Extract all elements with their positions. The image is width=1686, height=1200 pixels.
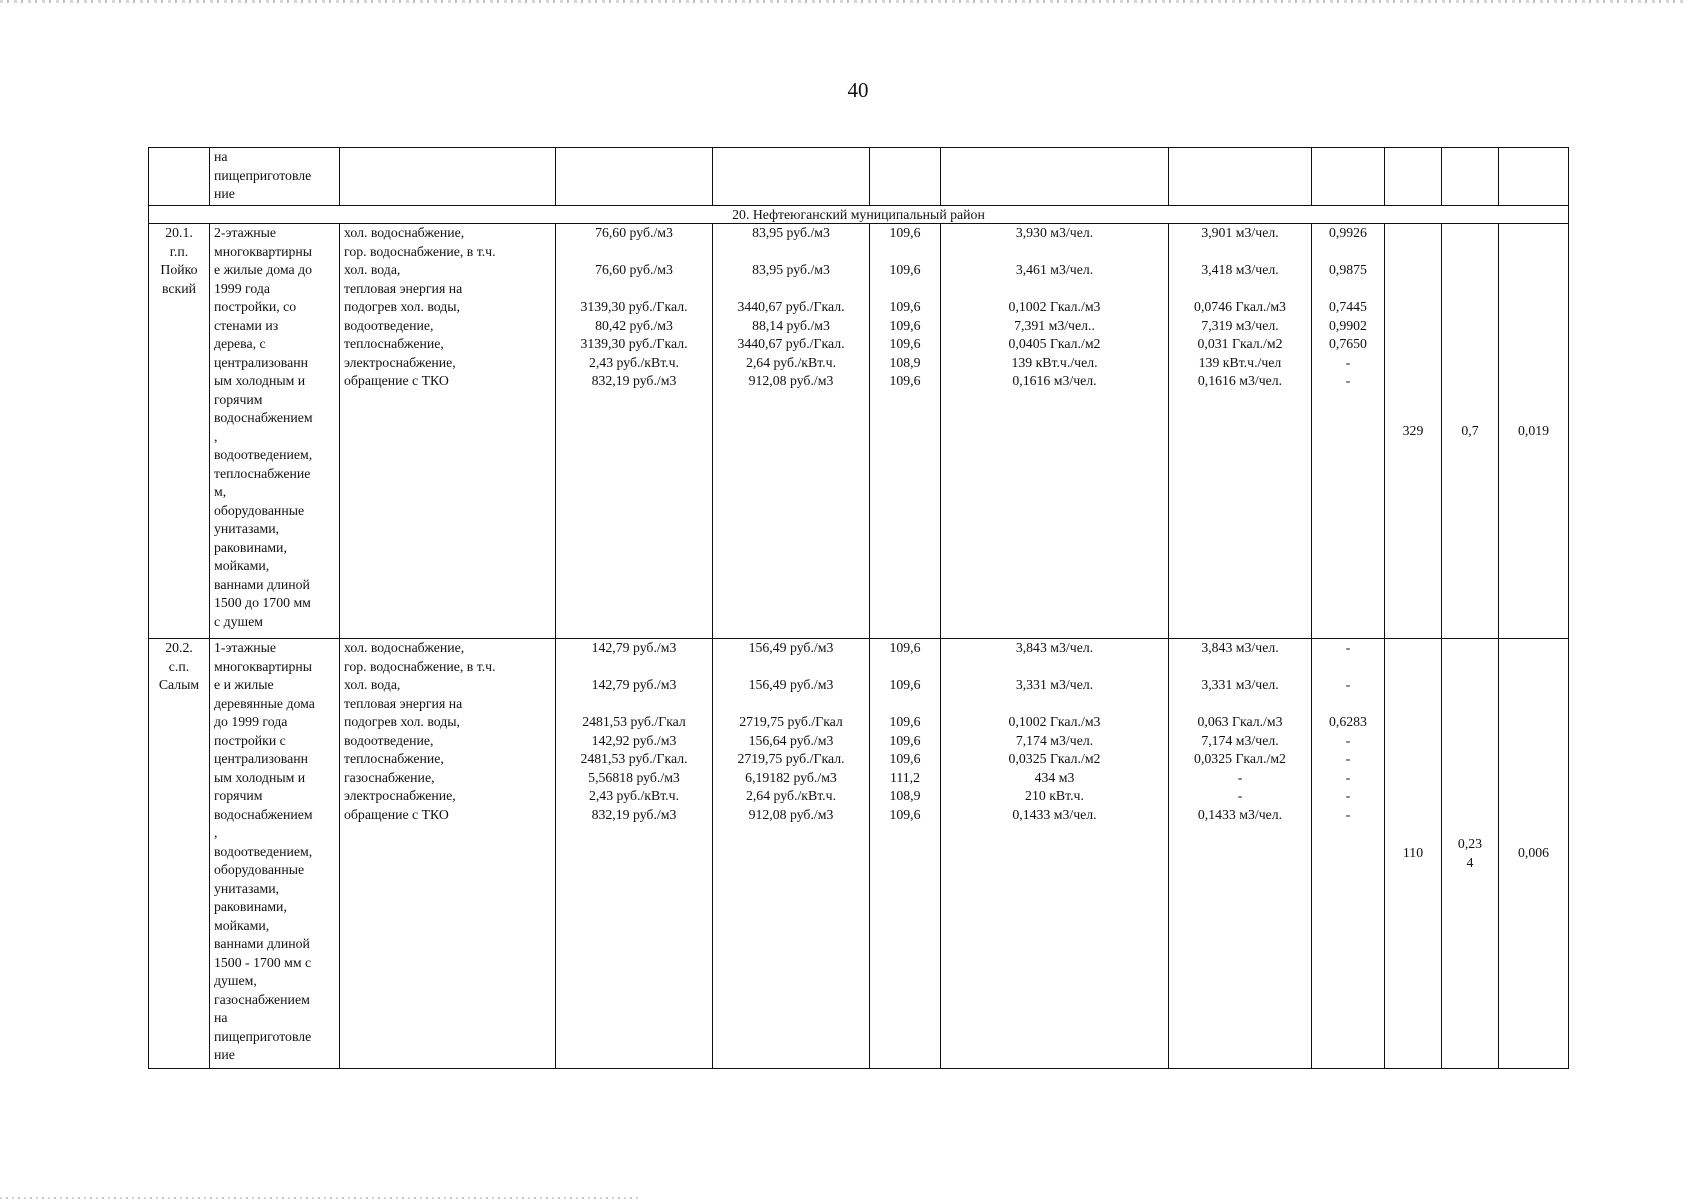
text-line: электроснабжение, [344, 788, 456, 803]
text-line: - [1345, 788, 1351, 803]
text-line: 111,2 [889, 769, 921, 785]
text-line: 3,461 м3/чел. [1015, 262, 1094, 277]
text-line [945, 695, 1164, 714]
text-line: 109,6 [889, 677, 921, 692]
text-line: 76,60 руб./м3 [595, 225, 673, 240]
text-line: пищеприготовле [214, 167, 312, 183]
text-line: 20.1. [165, 225, 193, 240]
text-line: 0,6283 [1329, 714, 1367, 729]
text-line: ым холодным и [214, 769, 306, 785]
tariff-2-cell [713, 639, 870, 1069]
text-line: 434 м3 [1034, 769, 1075, 785]
text-line: ым холодным и [214, 373, 306, 388]
text-line: , [214, 428, 218, 444]
text-line: 76,60 руб./м3 [595, 262, 673, 277]
text-line [874, 658, 936, 677]
text-line: 832,19 руб./м3 [591, 806, 677, 822]
text-line: 912,08 руб./м3 [748, 373, 834, 388]
section-title: 20. Нефтеюганский муниципальный район [149, 206, 1569, 224]
text-line: водоснабжением [214, 410, 313, 425]
text-line [717, 280, 865, 299]
text-line: 156,49 руб./м3 [748, 677, 834, 692]
text-line: 0,7650 [1329, 336, 1367, 351]
text-line [1316, 243, 1380, 262]
tariff-1-cell [556, 639, 713, 1069]
text-line: 80,42 руб./м3 [595, 317, 673, 333]
row-number [149, 224, 210, 639]
text-line: стенами из [214, 317, 279, 333]
text-line: - [1345, 751, 1351, 766]
text-line: 109,6 [889, 262, 921, 277]
text-line: 7,391 м3/чел.. [1014, 317, 1095, 333]
text-line: 3440,67 руб./Гкал. [737, 299, 845, 314]
text-line: 6,19182 руб./м3 [745, 769, 837, 785]
text-line: 832,19 руб./м3 [591, 373, 677, 388]
text-line: 108,9 [889, 354, 921, 370]
text-line [1173, 243, 1307, 262]
text-line: хол. водоснабжение, [344, 640, 465, 655]
continuation-row [149, 148, 1569, 206]
text-line: подогрев хол. воды, [344, 299, 460, 314]
norm-1-cell [941, 639, 1169, 1069]
text-line [874, 243, 936, 262]
text-line: раковинами, [214, 899, 287, 914]
text-line: 156,64 руб./м3 [748, 732, 834, 748]
table-row [149, 639, 1569, 1069]
text-line: до 1999 года [214, 714, 288, 729]
scan-edge-bottom [0, 1197, 640, 1199]
text-line: 0,1002 Гкал./м3 [1008, 714, 1101, 729]
text-line: многоквартирны [214, 658, 313, 674]
section-header-row [149, 206, 1569, 224]
text-line: 0,1002 Гкал./м3 [1008, 299, 1101, 314]
coefficient-cell [1312, 639, 1385, 1069]
value-cell-11: 0,7 [1442, 224, 1499, 639]
text-line: газоснабжением [214, 991, 310, 1007]
text-line: 3,901 м3/чел. [1201, 225, 1279, 240]
text-line: 109,6 [889, 373, 921, 388]
text-line: 0,0325 Гкал./м2 [1008, 751, 1101, 766]
text-line: - [1345, 677, 1351, 692]
text-line: водоснабжением [214, 806, 313, 822]
text-line: 5,56818 руб./м3 [588, 769, 680, 785]
text-line [1316, 695, 1380, 714]
text-line: постройки, со [214, 299, 297, 314]
text-line: 20.2. [165, 640, 193, 655]
text-line: хол. вода, [344, 262, 401, 277]
text-line: централизованн [214, 354, 308, 370]
text-line [1316, 280, 1380, 299]
text-line: теплоснабжение, [344, 751, 444, 766]
text-line: м, [214, 484, 227, 499]
text-line: Салым [158, 677, 200, 692]
text-line [560, 658, 708, 677]
text-line: 109,6 [889, 317, 921, 333]
text-line: 3,331 м3/чел. [1015, 677, 1094, 692]
text-line: 0,0746 Гкал./м3 [1194, 299, 1286, 314]
text-line: 142,92 руб./м3 [591, 732, 677, 748]
text-line: унитазами, [214, 880, 280, 896]
text-line: 2719,75 руб./Гкал [739, 714, 843, 729]
text-line: 1500 до 1700 мм [214, 595, 311, 610]
text-line [560, 695, 708, 714]
text-line: водоотведение, [344, 732, 434, 748]
text-line: пищеприготовле [214, 1028, 312, 1044]
text-line: ваннами длиной [214, 576, 310, 592]
text-line: е и жилые [214, 677, 274, 692]
text-line: 0,063 Гкал./м3 [1197, 714, 1283, 729]
value-cell-10: 110 [1385, 639, 1442, 1069]
text-line: 156,49 руб./м3 [748, 640, 834, 655]
text-line: водоотведение, [344, 317, 434, 333]
text-line: унитазами, [214, 521, 280, 536]
text-line: 83,95 руб./м3 [752, 262, 830, 277]
text-line: 88,14 руб./м3 [752, 317, 830, 333]
text-line: 0,9875 [1329, 262, 1367, 277]
text-line: тепловая энергия на [344, 695, 463, 711]
tariff-table [148, 147, 1569, 1069]
text-line: тепловая энергия на [344, 280, 463, 296]
text-line: 83,95 руб./м3 [752, 225, 830, 240]
text-line: теплоснабжение [214, 465, 311, 481]
text-line [1173, 695, 1307, 714]
text-line: хол. водоснабжение, [344, 225, 465, 240]
text-line: 0,1616 м3/чел. [1012, 373, 1097, 388]
text-line [717, 658, 865, 677]
value-cell-10: 329 [1385, 224, 1442, 639]
text-line: подогрев хол. воды, [344, 714, 460, 729]
text-line [1173, 658, 1307, 677]
text-line: 2,64 руб./кВт.ч. [745, 788, 837, 803]
text-line: 7,174 м3/чел. [1015, 732, 1094, 748]
text-line: 0,0405 Гкал./м2 [1008, 336, 1101, 351]
text-line: 109,6 [889, 225, 921, 240]
text-line [1316, 658, 1380, 677]
text-line [560, 243, 708, 262]
text-line: 108,9 [889, 788, 921, 803]
text-line: 7,174 м3/чел. [1201, 732, 1279, 748]
text-line: дерева, с [214, 336, 266, 351]
text-line: 3,418 м3/чел. [1201, 262, 1279, 277]
text-line: 139 кВт.ч./чел. [1011, 354, 1098, 370]
building-description [210, 224, 340, 639]
norm-1-cell [941, 224, 1169, 639]
text-line: 109,6 [889, 714, 921, 729]
text-line [560, 280, 708, 299]
text-line [945, 280, 1164, 299]
text-line: многоквартирны [214, 243, 313, 259]
text-line: обращение с ТКО [344, 373, 449, 388]
text-line: горячим [214, 391, 263, 407]
text-line: горячим [214, 788, 263, 803]
norm-2-cell [1169, 224, 1312, 639]
text-line: 109,6 [889, 640, 921, 655]
table-row [149, 224, 1569, 639]
tariff-2-cell [713, 224, 870, 639]
text-line: 210 кВт.ч. [1025, 788, 1084, 803]
text-line: на [214, 1010, 228, 1025]
text-line: , [214, 825, 218, 840]
text-line: с душем [214, 613, 263, 629]
text-line: гор. водоснабжение, в т.ч. [344, 243, 496, 259]
text-line: централизованн [214, 751, 308, 766]
text-line: 2481,53 руб./Гкал [582, 714, 686, 729]
text-line: 3,843 м3/чел. [1015, 640, 1094, 655]
text-line: - [1345, 806, 1351, 822]
page-number: 40 [847, 78, 869, 102]
text-line [717, 243, 865, 262]
tariff-1-cell [556, 224, 713, 639]
text-line: 2,43 руб./кВт.ч. [588, 354, 680, 370]
index-cell [870, 224, 941, 639]
text-line: 1500 - 1700 мм с [214, 954, 312, 970]
text-line: 7,319 м3/чел. [1201, 317, 1279, 333]
text-line: 142,79 руб./м3 [591, 640, 677, 655]
text-line: оборудованные [214, 502, 305, 518]
value-cell-12: 0,019 [1499, 224, 1569, 639]
text-line: 912,08 руб./м3 [748, 806, 834, 822]
text-line [874, 695, 936, 714]
services-list [340, 224, 556, 639]
text-line: 0,1433 м3/чел. [1197, 806, 1283, 822]
text-line: - [1345, 354, 1351, 370]
text-line: - [1345, 732, 1351, 748]
text-line: 142,79 руб./м3 [591, 677, 677, 692]
text-line: деревянные дома [214, 695, 315, 711]
text-line: - [1345, 769, 1351, 785]
text-line: - [1345, 373, 1351, 388]
text-line: мойками, [214, 558, 270, 573]
text-line: 0,1616 м3/чел. [1197, 373, 1283, 388]
text-line: 109,6 [889, 751, 921, 766]
top-description-lines [214, 148, 335, 204]
text-line: 2-этажные [214, 225, 277, 240]
text-line: - [1345, 640, 1351, 655]
text-line [717, 695, 865, 714]
text-line: 0,9902 [1329, 317, 1367, 333]
text-line: теплоснабжение, [344, 336, 444, 351]
text-line: - [1237, 769, 1243, 785]
text-line: электроснабжение, [344, 354, 456, 370]
text-line: 0,7445 [1329, 299, 1367, 314]
text-line: ваннами длиной [214, 936, 310, 951]
coefficient-cell [1312, 224, 1385, 639]
scan-edge-top [0, 0, 1686, 3]
index-cell [870, 639, 941, 1069]
text-line [945, 658, 1164, 677]
value-cell-11: 0,23 4 [1442, 639, 1499, 1069]
text-line: вский [161, 280, 197, 296]
text-line: 109,6 [889, 806, 921, 822]
top-description [210, 148, 340, 206]
text-line: е жилые дома до [214, 262, 312, 277]
text-line: 109,6 [889, 336, 921, 351]
text-line: раковинами, [214, 539, 287, 555]
text-line: 0,1433 м3/чел. [1012, 806, 1097, 822]
text-line [874, 280, 936, 299]
text-line: 2,43 руб./кВт.ч. [588, 788, 680, 803]
text-line: постройки с [214, 732, 286, 748]
text-line: - [1237, 788, 1243, 803]
text-line: водоотведением, [214, 843, 313, 859]
text-line: 1999 года [214, 280, 271, 296]
text-line: мойками, [214, 917, 270, 933]
text-line: 0,9926 [1329, 225, 1367, 240]
text-line: г.п. [169, 243, 189, 259]
text-line: 3,331 м3/чел. [1201, 677, 1279, 692]
text-line: Пойко [160, 262, 198, 277]
text-line: оборудованные [214, 862, 305, 877]
text-line: 0,0325 Гкал./м2 [1194, 751, 1286, 766]
text-line: 3139,30 руб./Гкал. [580, 299, 688, 314]
building-description [210, 639, 340, 1069]
text-line: душем, [214, 973, 257, 988]
text-line: 2481,53 руб./Гкал. [580, 751, 688, 766]
text-line: 3,843 м3/чел. [1201, 640, 1279, 655]
text-line: 109,6 [889, 299, 921, 314]
text-line: 3139,30 руб./Гкал. [580, 336, 688, 351]
text-line: гор. водоснабжение, в т.ч. [344, 658, 496, 674]
text-line: 3440,67 руб./Гкал. [737, 336, 845, 351]
text-line: водоотведением, [214, 447, 313, 462]
text-line: ние [214, 1047, 235, 1062]
services-list [340, 639, 556, 1069]
text-line: ние [214, 186, 235, 201]
text-line: 139 кВт.ч./чел [1198, 354, 1282, 370]
text-line: 109,6 [889, 732, 921, 748]
row-number [149, 639, 210, 1069]
text-line: обращение с ТКО [344, 806, 449, 822]
text-line: 0,031 Гкал./м2 [1197, 336, 1283, 351]
text-line [1173, 280, 1307, 299]
text-line: на [214, 149, 228, 164]
norm-2-cell [1169, 639, 1312, 1069]
cell-empty [149, 148, 210, 206]
text-line [945, 243, 1164, 262]
text-line: 2,64 руб./кВт.ч. [745, 354, 837, 370]
text-line: с.п. [168, 658, 190, 674]
text-line: газоснабжение, [344, 769, 435, 785]
text-line: 2719,75 руб./Гкал. [737, 751, 845, 766]
text-line: хол. вода, [344, 677, 401, 692]
text-line: 1-этажные [214, 640, 277, 655]
text-line: 3,930 м3/чел. [1015, 225, 1094, 240]
value-cell-12: 0,006 [1499, 639, 1569, 1069]
